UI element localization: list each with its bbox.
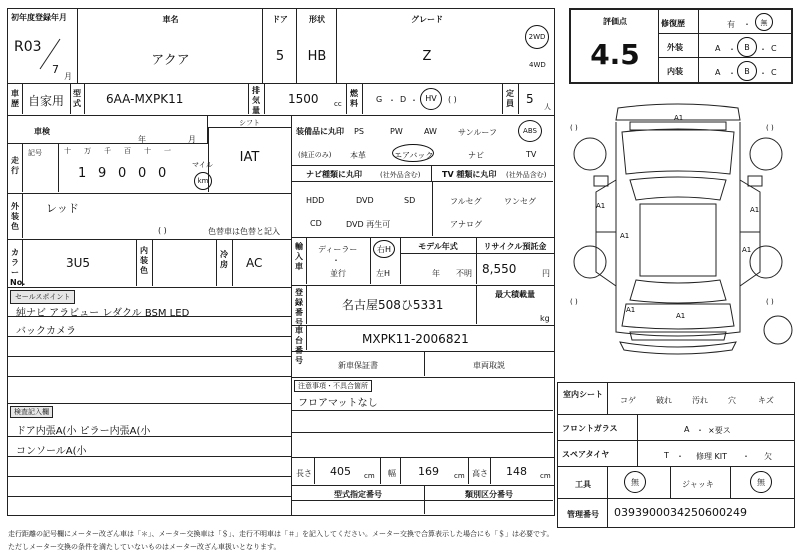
tools-none: 無 (631, 478, 639, 487)
selling-point-line-1: 純ナビ アラビュー レダクル BSM LED (16, 308, 190, 319)
fuel-hv-circle (420, 88, 442, 110)
length-value: 405 (330, 465, 351, 478)
airbag-circle-icon (392, 144, 434, 162)
equip-airbag: エアバック (394, 151, 434, 160)
import-right-h: 右H (376, 245, 391, 254)
chassis-label: 車台番号 (295, 326, 303, 365)
inspector-block (7, 404, 292, 516)
mileage-digit: 9 (98, 166, 107, 181)
spare-kit: 修理 KIT (696, 452, 728, 461)
jack-none-circle (750, 471, 772, 493)
tools-label: 工具 (575, 480, 591, 489)
first-reg-cell (8, 9, 78, 83)
jack-label: ジャッキ (682, 480, 714, 489)
mileage-unit-label: 千 (104, 147, 111, 155)
windshield-a: A (684, 425, 690, 434)
inspector-label: 検査記入欄 (10, 406, 53, 418)
notes-value: フロアマットなし (298, 398, 378, 409)
mileage-unit-label: 十 (144, 147, 151, 155)
sheet-tear: 破れ (656, 396, 672, 405)
jack-none: 無 (757, 478, 765, 487)
type-designation-label: 型式指定番号 (334, 490, 382, 499)
sheet-burn: コゲ (620, 396, 636, 405)
inspection-block (7, 116, 292, 194)
equipment-block (292, 116, 555, 166)
notes-label: 注意事項・不具合箇所 (294, 380, 372, 392)
height-value: 148 (506, 465, 527, 478)
mileage-digit: 0 (118, 166, 127, 181)
drive-2wd-circle (525, 25, 549, 49)
hood-shape (622, 129, 734, 174)
wheel-front-right-icon (750, 138, 782, 170)
vehicle-manual: 車両取説 (473, 361, 505, 370)
damage-mark: A1 (626, 306, 636, 314)
mileage-unit-label: 百 (124, 147, 131, 155)
model-year-label: モデル年式 (418, 242, 458, 251)
sheet-stain: 汚れ (692, 396, 708, 405)
height-cm: cm (540, 472, 551, 480)
fuel-hv: HV (425, 94, 437, 103)
fuel-paren: ( ) (448, 95, 457, 104)
paren-mark: ( ) (570, 124, 578, 132)
door-cell (263, 9, 297, 83)
type-designation-row (292, 486, 555, 516)
warranty-row (292, 352, 555, 378)
ext-grade-c: C (771, 44, 777, 53)
import-dealer: ディーラー (318, 245, 358, 254)
management-value: 0393900034250600249 (614, 506, 747, 519)
mileage-digit: 1 (78, 166, 87, 181)
fuel-d: D (400, 95, 407, 104)
rating-value: 4.5 (590, 38, 640, 71)
footer-line-1: 走行距離の記号欄にメーター改ざん車は「＊」、メーター交換車は「＄」、走行不明車は「＃」を記入してください。メーター交換で合算表示した場合にも「＄」は必要です。 (8, 530, 554, 538)
class-number-label: 類別区分番号 (465, 490, 513, 499)
grade-cell (337, 9, 554, 83)
equip-nav: ナビ (468, 151, 484, 160)
displacement-value: 1500 (288, 92, 319, 106)
first-reg-month: 7 (52, 63, 59, 76)
shape-cell (297, 9, 337, 83)
inspector-line-1: ドア内張A(小 ピラー内張A(小 (16, 426, 151, 437)
tools-none-circle (624, 471, 646, 493)
grade-value: Z (422, 49, 432, 64)
nav-hdd: HDD (306, 196, 325, 205)
equipment-title: 装備品に丸印 (296, 127, 344, 136)
inspection-year-unit: 年 (138, 135, 146, 144)
damage-mark: A1 (620, 232, 630, 240)
import-dot: ・ (332, 256, 340, 265)
mileage-unit-label: 一 (164, 147, 171, 155)
exterior-color-label: 外装色 (11, 202, 19, 231)
equip-sunroof: サンルーフ (458, 128, 497, 137)
capacity-label: 定員 (506, 89, 514, 108)
mileage-unit-label: 十 (64, 147, 71, 155)
door-label: ドア (272, 15, 288, 24)
registration-label: 登録番号 (295, 288, 303, 327)
inspector-line-2: コンソールA(小 (16, 446, 87, 457)
drive-2wd: 2WD (528, 33, 546, 41)
damage-mark: A1 (742, 246, 752, 254)
dimensions-row (292, 458, 555, 486)
rating-label: 評価点 (603, 17, 627, 26)
ext-grade-b: B (744, 43, 750, 52)
mileage-unit-label: 万 (84, 147, 91, 155)
rear-bumper-shape (620, 342, 736, 354)
ac-value: AC (246, 256, 263, 270)
nav-sub: (社外品含む) (380, 171, 421, 179)
rear-window-shape (630, 280, 726, 303)
windshield-need: ×要ス (708, 426, 731, 435)
door-count: 5 (275, 49, 285, 64)
length-cm: cm (364, 472, 375, 480)
max-load-label: 最大積載量 (495, 290, 535, 299)
inspection-label: 車検 (34, 127, 50, 136)
nav-cd: CD (310, 219, 322, 228)
equip-abs: ABS (523, 127, 537, 135)
shape-label: 形状 (309, 15, 325, 24)
model-year-unit: 年 (432, 269, 440, 278)
import-row (292, 238, 555, 286)
registration-value: 名古屋508ひ5331 (342, 298, 444, 312)
interior-label: 内装 (667, 67, 683, 76)
exterior-color-block (7, 194, 292, 240)
model-label: 型式 (73, 89, 81, 108)
max-load-unit: kg (540, 314, 550, 323)
repair-none-circle (755, 13, 773, 31)
exterior-label: 外装 (667, 43, 683, 52)
interior-sheet-label: 室内シート (563, 390, 603, 399)
first-reg-label: 初年度登録年月 (11, 13, 67, 22)
color-no-row (7, 240, 292, 288)
category-label: 車歴 (11, 89, 19, 108)
exterior-color-value: レッド (46, 202, 79, 215)
recycle-yen: 円 (542, 269, 550, 278)
drive-4wd: 4WD (529, 61, 546, 69)
mileage-digit: 0 (158, 166, 167, 181)
wheel-rear-right-icon (750, 246, 782, 278)
shift-value: IAT (239, 150, 260, 165)
recycle-label: リサイクル預託金 (483, 242, 547, 251)
nav-dvd: DVD (356, 196, 374, 205)
nav-dvd-play: DVD 再生可 (346, 220, 391, 229)
chassis-value: MXPK11-2006821 (362, 332, 469, 346)
windshield-label: フロントガラス (562, 424, 618, 433)
capacity-unit: 人 (544, 103, 551, 111)
windshield-shape (630, 177, 726, 200)
inspection-month-unit: 月 (188, 135, 196, 144)
color-no-value: 3U5 (66, 256, 91, 270)
recycle-value: 8,550 (482, 262, 517, 276)
month-unit: 月 (64, 72, 72, 81)
ext-grade-a: A (715, 44, 721, 53)
selling-points-block (7, 288, 292, 404)
car-name-cell (78, 9, 263, 83)
notes-block (292, 378, 555, 458)
tv-oneseg: ワンセグ (504, 197, 536, 206)
car-name-label: 車名 (162, 15, 179, 24)
tv-sub: (社外品含む) (506, 171, 547, 179)
mileage-symbol-label: 記号 (28, 149, 42, 157)
displacement-label: 排気量 (252, 86, 260, 115)
tv-analog: アナログ (450, 220, 482, 229)
tv-title: TV 種類に丸印 (442, 170, 497, 179)
selling-point-line-2: バックカメラ (16, 326, 76, 337)
mileage-label: 走行 (11, 156, 19, 175)
spare-none: 欠 (764, 452, 772, 461)
right-h-circle (373, 240, 395, 258)
chassis-row (292, 326, 555, 365)
import-label: 輸入車 (295, 242, 303, 271)
equip-tv: TV (526, 150, 537, 159)
nav-tv-block (292, 166, 555, 238)
repair-yes: 有 (727, 20, 735, 29)
damage-mark: A1 (674, 114, 684, 122)
category-value: 自家用 (28, 94, 65, 108)
windshield-dot: ・ (696, 426, 704, 435)
spec-row: 車歴 自家用 型式 6AA-MXPK11 排気量 1500 cc 燃料 G ・ D ・ HV ( ) 定員 5 人 (7, 84, 555, 116)
first-reg-era: R03 (14, 39, 42, 55)
management-label: 管理番号 (567, 510, 599, 519)
right-side-shape (740, 180, 760, 286)
model-value: 6AA-MXPK11 (106, 92, 184, 106)
nav-title: ナビ種類に丸印 (306, 170, 362, 179)
repair-none: 無 (760, 19, 768, 27)
tv-fullseg: フルセグ (450, 197, 482, 206)
footer-line-2: ただしメーター交換の条件を満たしていないものはメーター改ざん車扱いとなります。 (8, 543, 281, 551)
paren-mark: ( ) (570, 298, 578, 306)
length-label: 長さ (296, 469, 312, 478)
equipment-status-table: 室内シート コゲ 破れ 汚れ 穴 キズ フロントガラス A ・ ×要ス スペアタイヤ T ・ 修理 KIT ・ 欠 工具 無 ジャッキ 無 管理番号 0393900034250600249 (557, 382, 795, 528)
fuel-g: G (376, 95, 383, 104)
wheel-front-left-icon (574, 138, 606, 170)
import-left-h: 左H (376, 269, 391, 278)
paren-mark: ( ) (766, 298, 774, 306)
shape-value: HB (307, 49, 327, 64)
km-circle (194, 172, 212, 190)
roof-shape (640, 204, 716, 276)
grade-label: グレード (411, 15, 443, 24)
equip-pw: PW (390, 127, 403, 136)
ext-grade-b-circle (737, 37, 757, 57)
km-label: km (197, 177, 209, 185)
spare-t: T (664, 451, 669, 460)
damage-mark: A1 (596, 202, 606, 210)
import-parallel: 並行 (330, 269, 346, 278)
registration-row (292, 286, 555, 326)
int-grade-c: C (771, 68, 777, 77)
equipment-subtitle: (純正のみ) (298, 151, 332, 159)
car-damage-diagram (560, 96, 796, 360)
equip-abs-circle (518, 120, 542, 142)
exterior-color-note: 色替車は色替と記入 (208, 227, 280, 236)
mileage-digit: 0 (138, 166, 147, 181)
new-car-warranty: 新車保証書 (338, 361, 378, 370)
capacity-value: 5 (526, 92, 534, 106)
paren-mark: ( ) (766, 124, 774, 132)
mile-label: マイル (192, 161, 213, 169)
equip-ps: PS (354, 127, 364, 136)
color-no-label: カラーNo. (10, 248, 26, 287)
left-side-shape (596, 180, 616, 286)
spare-label: スペアタイヤ (562, 450, 610, 459)
mileage-unit-row (58, 146, 188, 156)
nav-sd: SD (404, 196, 416, 205)
header-row (7, 8, 555, 84)
width-cm: cm (454, 472, 465, 480)
score-block: 評価点 4.5 修復歴 有 ・ 無 外装 A ・ B ・ C 内装 A ・ B ・ C (569, 8, 793, 84)
width-label: 幅 (388, 469, 396, 478)
mileage-digit-row (78, 166, 198, 186)
repair-label: 修復歴 (661, 19, 685, 28)
int-grade-a: A (715, 68, 721, 77)
equip-leather: 本革 (350, 151, 366, 160)
sheet-hole: 穴 (728, 396, 736, 405)
interior-color-label: 内装色 (140, 246, 148, 275)
shift-label: シフト (239, 119, 260, 127)
damage-mark: A1 (676, 312, 686, 320)
wheel-rear-left-icon (574, 246, 606, 278)
selling-points-label: セールスポイント (10, 290, 75, 304)
ac-label: 冷房 (220, 250, 228, 269)
int-grade-b: B (744, 67, 750, 76)
int-grade-b-circle (737, 61, 757, 81)
sheet-scratch: キズ (758, 396, 774, 405)
fuel-label: 燃料 (350, 89, 358, 108)
equip-aw: AW (424, 127, 437, 136)
cc-unit: cc (334, 100, 342, 108)
damage-mark: A1 (750, 206, 760, 214)
model-year-unknown: 不明 (456, 269, 472, 278)
exterior-color-paren: ( ) (158, 226, 167, 235)
spare-wheel-icon (764, 316, 792, 344)
width-value: 169 (418, 465, 439, 478)
car-name: アクア (151, 53, 190, 68)
height-label: 高さ (472, 469, 488, 478)
